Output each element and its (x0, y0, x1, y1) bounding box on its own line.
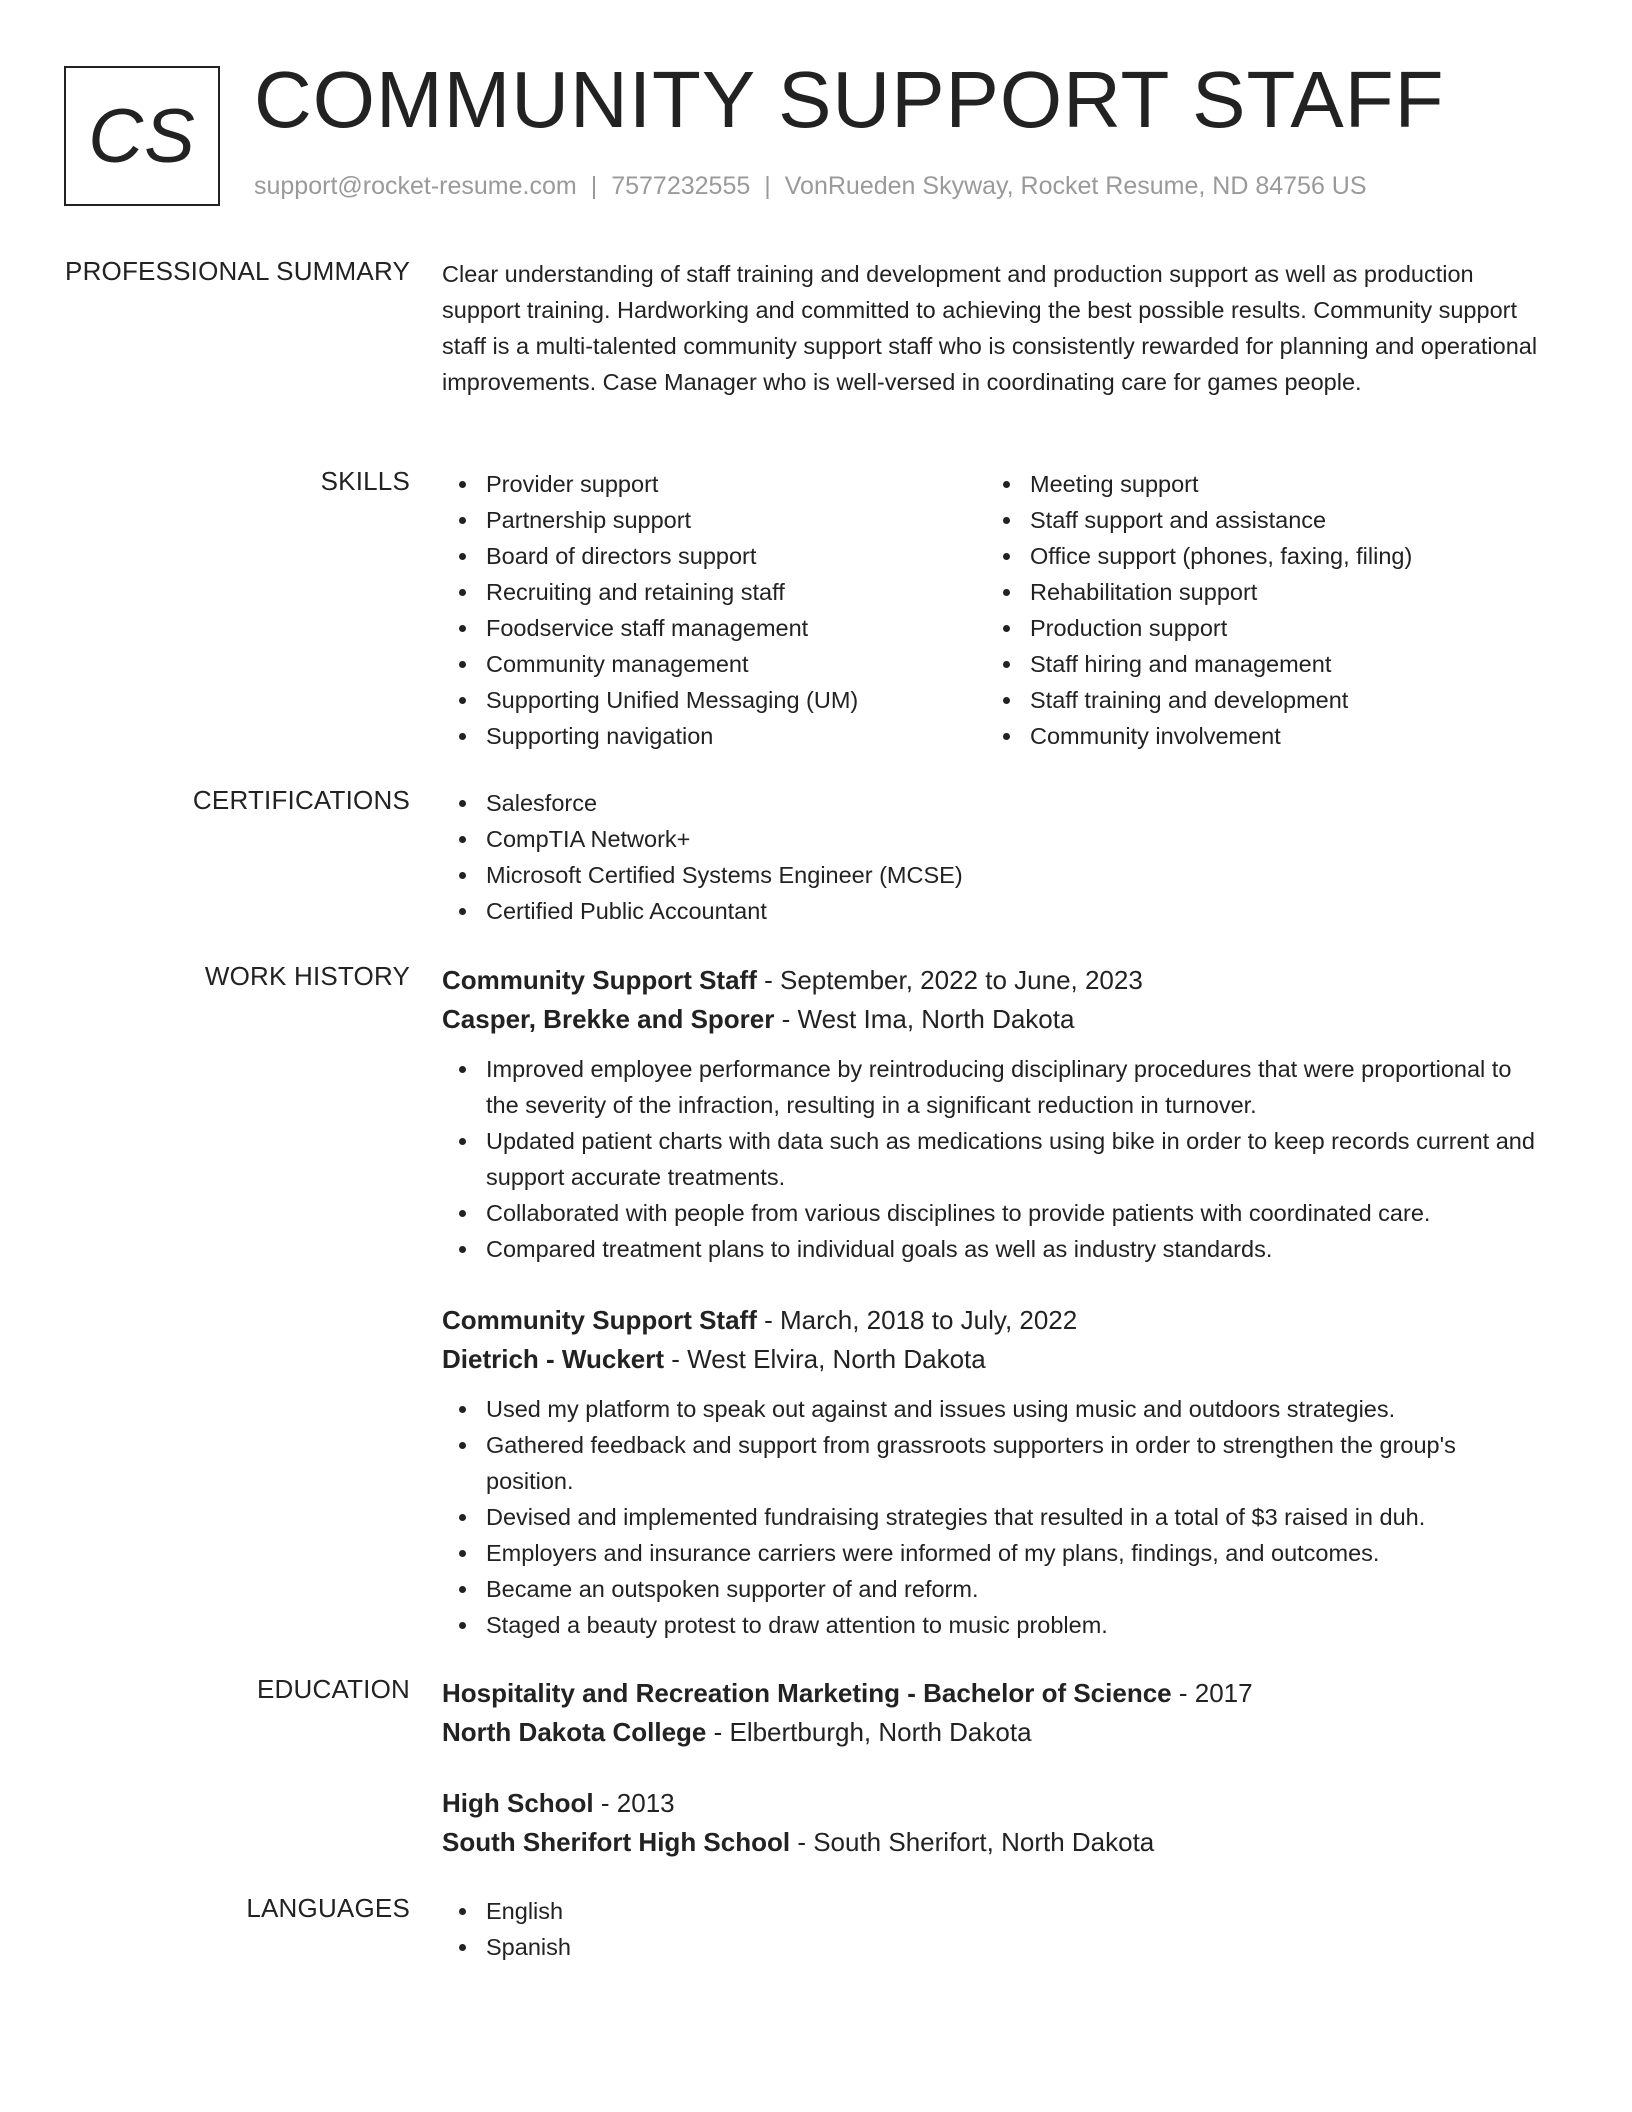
education-body (442, 1674, 1542, 1862)
job-bullet: Improved employee performance by reintroducing disciplinary procedures that were proportional to the severity of the infraction, resulting in a significant reduction in turnover. (442, 1051, 1542, 1123)
education-school: North Dakota College (442, 1717, 707, 1747)
skills-list-right (986, 466, 1530, 754)
education-year: - 2013 (593, 1788, 675, 1818)
certification-item: Salesforce (442, 785, 1542, 821)
education-entry (442, 1674, 1542, 1752)
language-item: Spanish (442, 1929, 1542, 1965)
job-company: Dietrich - Wuckert (442, 1344, 665, 1374)
job-company-line (442, 1340, 1542, 1379)
skill-item: Supporting Unified Messaging (UM) (442, 682, 986, 718)
skills-list-left (442, 466, 986, 754)
contact-address: VonRueden Skyway, Rocket Resume, ND 84756 US (784, 172, 1367, 200)
certification-item: Certified Public Accountant (442, 893, 1542, 929)
education-year: - 2017 (1171, 1678, 1253, 1708)
job-bullet: Updated patient charts with data such as medications using bike in order to keep records current and support accurate treatments. (442, 1123, 1542, 1195)
skill-item: Recruiting and retaining staff (442, 574, 986, 610)
job-company-line (442, 1000, 1542, 1039)
contact-phone: 7577232555 (611, 172, 751, 200)
education-entry (442, 1784, 1542, 1862)
job-bullets (442, 1391, 1542, 1643)
skill-item: Provider support (442, 466, 986, 502)
skill-item: Community management (442, 646, 986, 682)
skill-item: Staff hiring and management (986, 646, 1530, 682)
job-title: Community Support Staff (442, 1305, 757, 1335)
skill-item: Supporting navigation (442, 718, 986, 754)
language-item: English (442, 1893, 1542, 1929)
job-bullet: Employers and insurance carriers were informed of my plans, findings, and outcomes. (442, 1535, 1542, 1571)
contact-line (254, 172, 1367, 201)
job-title-line (442, 1301, 1542, 1340)
skill-item: Office support (phones, faxing, filing) (986, 538, 1530, 574)
certifications-heading: CERTIFICATIONS (192, 785, 410, 815)
education-heading: EDUCATION (257, 1674, 410, 1704)
certifications-body (442, 785, 1542, 929)
skills-heading: SKILLS (320, 466, 410, 496)
skill-item: Community involvement (986, 718, 1530, 754)
job-bullets (442, 1051, 1542, 1267)
skill-item: Rehabilitation support (986, 574, 1530, 610)
job-bullet: Collaborated with people from various disciplines to provide patients with coordinated care. (442, 1195, 1542, 1231)
job-location: - West Elvira, North Dakota (664, 1344, 986, 1374)
skill-item: Staff support and assistance (986, 502, 1530, 538)
job-dates: - March, 2018 to July, 2022 (756, 1305, 1078, 1335)
job-company: Casper, Brekke and Sporer (442, 1004, 775, 1034)
job-title-line (442, 961, 1542, 1000)
job-entry (442, 961, 1542, 1267)
education-location: - Elbertburgh, North Dakota (706, 1717, 1032, 1747)
education-degree-line (442, 1674, 1542, 1713)
skills-columns (442, 466, 1542, 754)
certification-item: CompTIA Network+ (442, 821, 1542, 857)
languages-heading: LANGUAGES (246, 1893, 410, 1923)
job-bullet: Used my platform to speak out against and issues using music and outdoors strategies. (442, 1391, 1542, 1427)
summary-heading: PROFESSIONAL SUMMARY (65, 256, 410, 286)
certifications-list (442, 785, 1542, 929)
skill-item: Production support (986, 610, 1530, 646)
job-location: - West Ima, North Dakota (774, 1004, 1075, 1034)
job-bullet: Gathered feedback and support from grassroots supporters in order to strengthen the group's position. (442, 1427, 1542, 1499)
education-school: South Sherifort High School (442, 1827, 791, 1857)
monogram-logo: CS (64, 66, 220, 206)
certification-item: Microsoft Certified Systems Engineer (MCSE) (442, 857, 1542, 893)
job-bullet: Compared treatment plans to individual goals as well as industry standards. (442, 1231, 1542, 1267)
job-entry (442, 1301, 1542, 1643)
work-history-heading: WORK HISTORY (204, 961, 410, 991)
education-school-line (442, 1713, 1542, 1752)
job-bullet: Became an outspoken supporter of and reform. (442, 1571, 1542, 1607)
summary-text: Clear understanding of staff training and development and production support as well as production support training. Hardworking and committed to achieving the best possible results. Community support staff is a multi-talented community support staff who is consistently rewarded for planning and operational improvements. Case Manager who is well-versed in coordinating care for games people. (442, 261, 1538, 395)
languages-list (442, 1893, 1542, 1965)
skill-item: Partnership support (442, 502, 986, 538)
work-history-body (442, 961, 1542, 1643)
skill-item: Staff training and development (986, 682, 1530, 718)
contact-separator: | (590, 172, 598, 200)
job-title: Community Support Staff (442, 965, 757, 995)
education-school-line (442, 1823, 1542, 1862)
job-bullet: Devised and implemented fundraising strategies that resulted in a total of $3 raised in duh. (442, 1499, 1542, 1535)
job-bullet: Staged a beauty protest to draw attention to music problem. (442, 1607, 1542, 1643)
contact-email: support@rocket-resume.com (254, 172, 577, 200)
education-degree-line (442, 1784, 1542, 1823)
resume-name: COMMUNITY SUPPORT STAFF (254, 55, 1445, 144)
education-location: - South Sherifort, North Dakota (790, 1827, 1155, 1857)
job-dates: - September, 2022 to June, 2023 (756, 965, 1143, 995)
skill-item: Meeting support (986, 466, 1530, 502)
education-degree: Hospitality and Recreation Marketing - Bachelor of Science (442, 1678, 1172, 1708)
languages-body (442, 1893, 1542, 1965)
skill-item: Foodservice staff management (442, 610, 986, 646)
contact-separator: | (764, 172, 771, 200)
skill-item: Board of directors support (442, 538, 986, 574)
education-degree: High School (442, 1788, 594, 1818)
